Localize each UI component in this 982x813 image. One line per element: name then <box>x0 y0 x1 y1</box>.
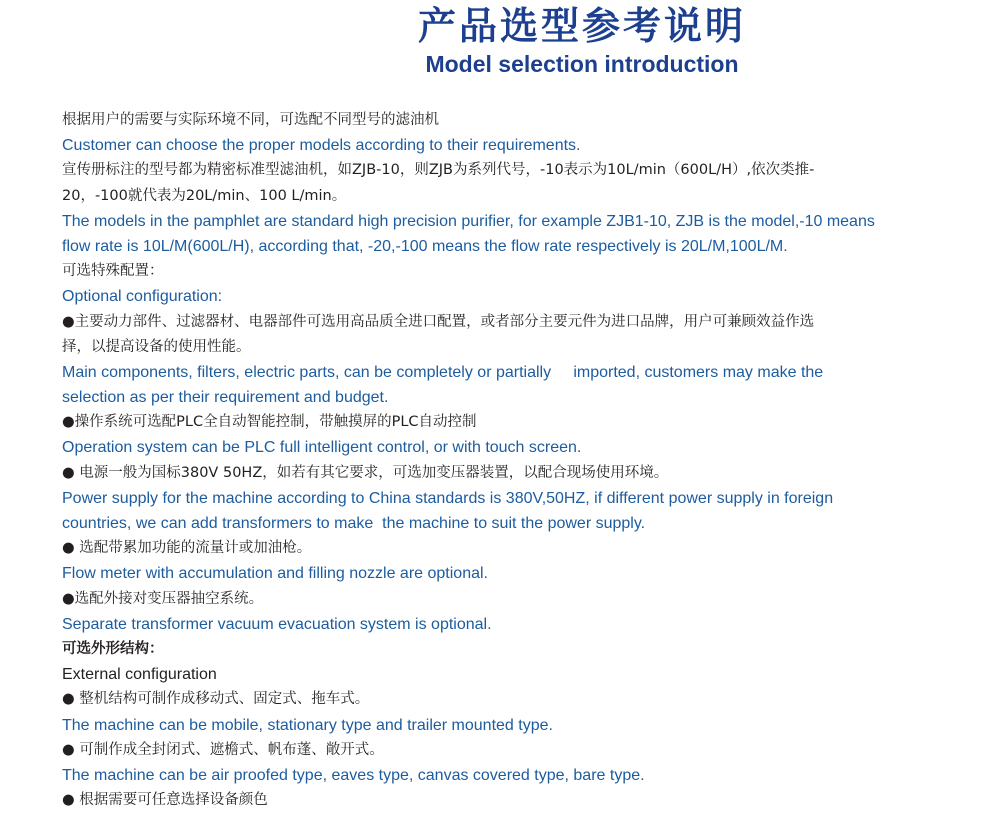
english-text-line: selection as per their requirement and budget. <box>62 389 389 407</box>
chinese-text-line: ● 整机结构可制作成移动式、固定式、拖车式。 <box>62 691 370 708</box>
english-text-line: The machine can be air proofed type, eaves type, canvas covered type, bare type. <box>62 766 645 784</box>
page-title-chinese: 产品选型参考说明 <box>417 4 746 48</box>
chinese-text-line: ●选配外接对变压器抽空系统。 <box>62 590 264 607</box>
english-text-line: The machine can be mobile, stationary type and trailer mounted type. <box>62 716 553 734</box>
chinese-text-line: 择，以提高设备的使用性能。 <box>62 338 251 355</box>
english-text-line: Main components, filters, electric parts, can be completely or partially imported, customers may make the <box>62 363 824 381</box>
chinese-text-line: ●主要动力部件、过滤器材、电器部件可选用高品质全进口配置，或者部分主要元件为进口品牌，用户可兼顾效益作选 <box>62 313 815 330</box>
chinese-text-line: ● 电源一般为国标380V 50HZ，如若有其它要求，可选加变压器装置，以配合现场使用环境。 <box>62 464 669 481</box>
chinese-text-line: 根据用户的需要与实际环境不同，可选配不同型号的滤油机 <box>62 112 439 128</box>
english-text-line: Optional configuration: <box>62 288 223 306</box>
chinese-text-line: ●操作系统可选配PLC全自动智能控制，带触摸屏的PLC自动控制 <box>62 414 477 431</box>
english-text-line: External configuration <box>62 666 217 684</box>
english-text-line: Flow meter with accumulation and filling nozzle are optional. <box>62 565 488 583</box>
english-text-line: countries, we can add transformers to make the machine to suit the power supply. <box>62 515 646 532</box>
chinese-text-line: 宣传册标注的型号都为精密标准型滤油机，如ZJB-10，则ZJB为系列代号，-10表示为10L/min（600L/H）,依次类推- <box>62 162 815 179</box>
chinese-text-line: ● 根据需要可任意选择设备颜色 <box>62 792 268 809</box>
chinese-text-line: ● 选配带累加功能的流量计或加油枪。 <box>62 540 312 557</box>
english-text-line: Operation system can be PLC full intelligent control, or with touch screen. <box>62 439 582 457</box>
english-text-line: The models in the pamphlet are standard high precision purifier, for example ZJB1-10, ZJB is the model,-10 means <box>62 212 875 230</box>
content-body <box>62 108 972 813</box>
english-text-line: Power supply for the machine according to China standards is 380V,50HZ, if different power supply in foreign <box>62 489 834 507</box>
english-text-line: Customer can choose the proper models according to their requirements. <box>62 137 581 155</box>
english-text-line: flow rate is 10L/M(600L/H), according that, -20,-100 means the flow rate respectively is 20L/M,100L/M. <box>62 237 788 255</box>
chinese-text-line: 可选外形结构： <box>62 640 164 657</box>
chinese-text-line: ● 可制作成全封闭式、遮檐式、帆布蓬、敞开式。 <box>62 741 384 758</box>
chinese-text-line: 可选特殊配置： <box>62 263 164 280</box>
english-text-line: Separate transformer vacuum evacuation system is optional. <box>62 615 492 633</box>
page-title-english: Model selection introduction <box>425 51 739 77</box>
chinese-text-line: 20，-100就代表为20L/min、100 L/min。 <box>62 187 347 204</box>
